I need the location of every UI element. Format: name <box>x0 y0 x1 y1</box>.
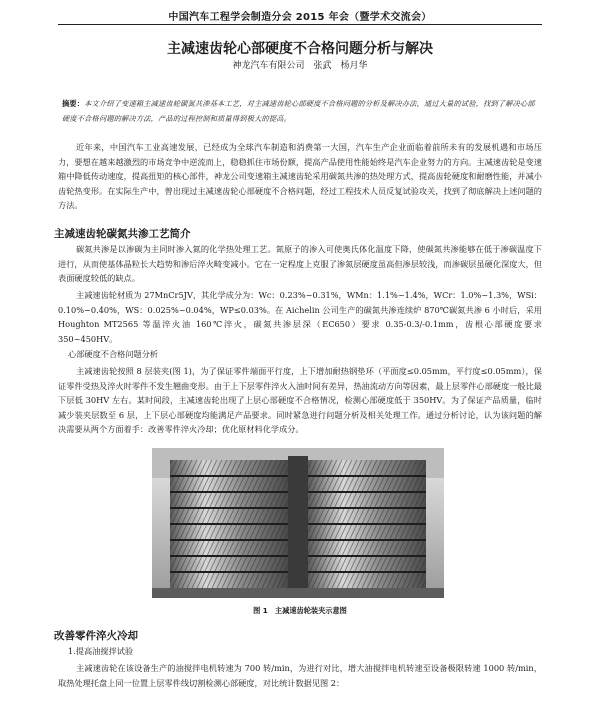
figure-gear-fixture-photo <box>152 448 444 598</box>
section1-paragraph-2: 主减速齿轮材质为 27MnCr5JV，其化学成分为：Wc：0.23%~0.31%，WMn：1.1%~1.4%，WCr：1.0%~1.3%，WSi：0.10%~0.40%，WS：0.025%~0.04%，WP≤0.03%。在 Aichelin 公司生产的碳氮共渗连续炉 870℃碳氮共渗 6 小时后，采用 Houghton MT2565 等温淬火油 160℃淬火，碳氮共渗层深（EC650）要求 0.35-0.3/-0.1mm，齿根心部硬度要求 350~450HV。 <box>58 290 542 344</box>
paper-title: 主减速齿轮心部硬度不合格问题分析与解决 <box>167 41 433 57</box>
section1-paragraph-3: 主减速齿轮按照 8 层装夹(图 1)，为了保证零件端面平行度，上下增加耐热钢垫环（平面度≤0.05mm，平行度≤0.05mm），保证零件受热及淬火时零件不发生翘曲变形。由于上下层零件淬火入油时间有差异，热油流动方向等因素，最上层零件心部硬度一般比最下层低 30HV 左右。某时间段，主减速齿轮出现了上层心部硬度不合格情况，检测心部硬度低于 350HV。为了保证产品质量，临时减少装夹层数至 6 层，上下层心部硬度均能满足产品要求。同时紧急进行问题分析及相关处理工作。通过分析讨论，认为该问题的解决需要从两个方面着手：改善零件淬火冷却；优化原材料化学成分。 <box>58 366 542 435</box>
left-gear-stack <box>170 460 288 590</box>
abstract-label: 摘要： <box>62 99 85 108</box>
right-gear-stack <box>308 460 426 590</box>
gear-stack-image <box>152 448 444 598</box>
abstract-text: 本文介绍了变速箱主减速齿轮碳氮共渗基本工艺，对主减速齿轮心部硬度不合格问题的分析及解决办法，通过大量的试验，找到了解决心部硬度不合格问题的解决方法，产品的过程控制和质量得到极大的提高。 <box>62 99 535 123</box>
intro-paragraph: 近年来，中国汽车工业高速发展，已经成为全球汽车制造和消费第一大国，汽车生产企业面临着前所未有的发展机遇和市场压力，要想在越来越激烈的市场竞争中逆流而上，稳稳抓住市场份额，提高产品使用性能始终是汽车企业努力的方向。主减速齿轮是变速箱中降低传动速度，提高扭矩的核心部件，神龙公司变速箱主减速齿轮采用碳氮共渗的热处理方式，提高齿轮硬度和耐磨性能，并减小齿轮热变形。在实际生产中，曾出现过主减速齿轮心部硬度不合格问题，经过工程技术人员反复试验攻关，找到了彻底解决上述问题的方法。 <box>58 142 542 211</box>
header-rule <box>58 24 542 25</box>
section1-subheading: 心部硬度不合格问题分析 <box>68 349 159 359</box>
authors: 神龙汽车有限公司 张武 杨月华 <box>232 61 368 71</box>
figure-caption: 图 1 主减速齿轮装夹示意图 <box>253 606 347 615</box>
section2-subheading: 1.提高油搅拌试验 <box>68 646 134 656</box>
section2-paragraph-1: 主减速齿轮在该设备生产的油搅拌电机转速为 700 转/min，为进行对比，增大油搅拌电机转速至设备极限转速 1000 转/min，取热处理托盘上同一位置上层零件线切割检测心部硬度，对比统计数据见图 2： <box>58 663 542 688</box>
section2-heading: 改善零件淬火冷却 <box>54 630 138 642</box>
section1-heading: 主减速齿轮碳氮共渗工艺简介 <box>54 228 191 240</box>
running-header: 中国汽车工程学会制造分会 2015 年会（暨学术交流会） <box>168 12 432 23</box>
abstract <box>62 96 538 126</box>
section1-paragraph-1: 碳氮共渗是以渗碳为主同时渗入氮的化学热处理工艺。氮原子的渗入可使奥氏体化温度下降，使碳氮共渗能够在低于渗碳温度下进行，从而使基体晶粒长大趋势和渗后淬火畸变减小。它在一定程度上克服了渗氮层硬度虽高但渗层较浅，而渗碳层虽硬化深度大，但表面硬度较低的缺点。 <box>58 244 542 284</box>
